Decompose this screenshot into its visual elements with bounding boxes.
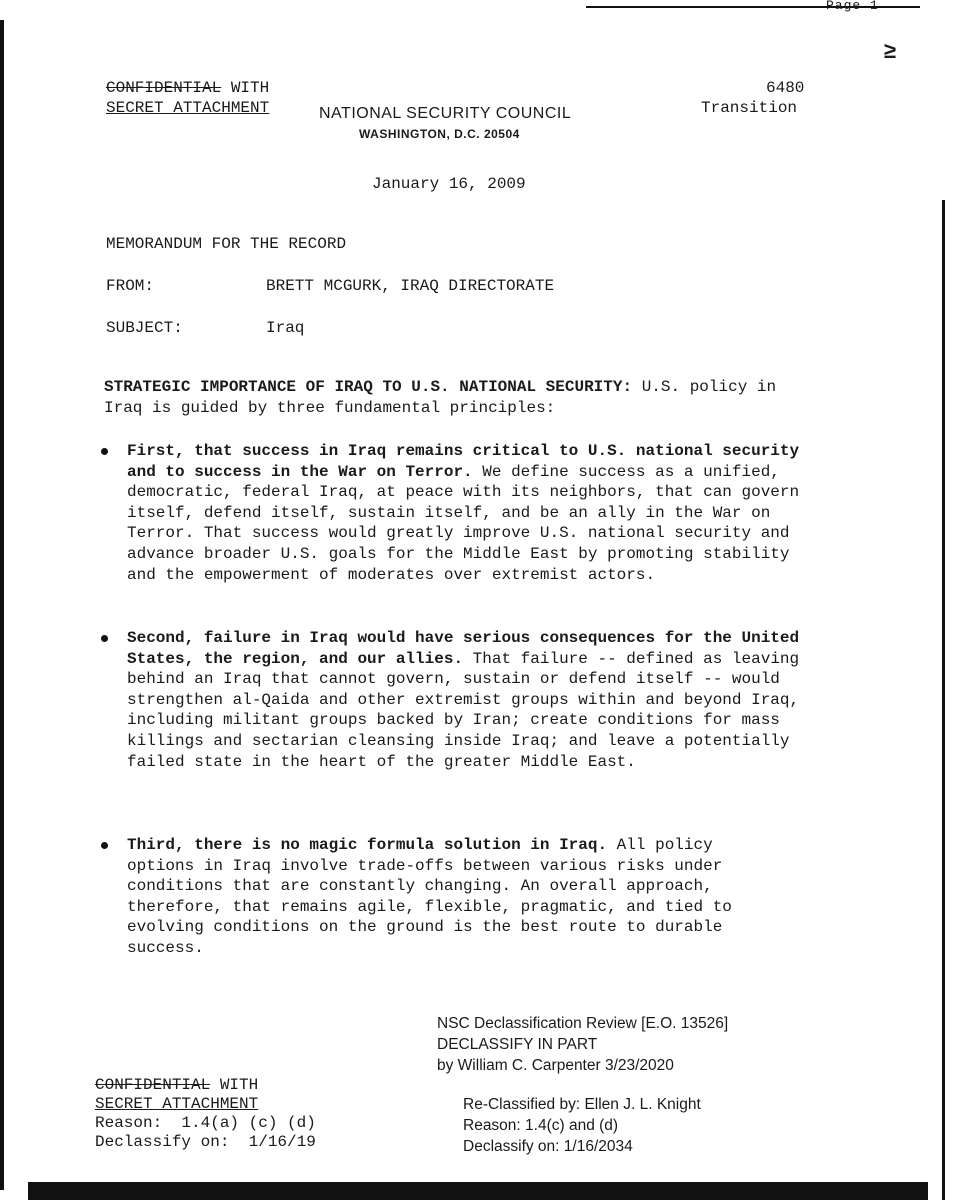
bullet-3-icon	[101, 842, 108, 849]
scan-right-edge	[942, 200, 945, 1200]
classification-struck: CONFIDENTIAL	[106, 79, 222, 97]
org-address: WASHINGTON, D.C. 20504	[359, 127, 520, 141]
memo-type: MEMORANDUM FOR THE RECORD	[106, 235, 347, 253]
doc-number: 6480	[766, 79, 805, 97]
footer-classification-with: WITH	[210, 1076, 259, 1094]
org-name: NATIONAL SECURITY COUNCIL	[319, 105, 572, 122]
footer-reason: Reason: 1.4(a) (c) (d)	[95, 1114, 316, 1132]
subject-label: SUBJECT:	[106, 319, 183, 337]
scan-left-edge	[0, 20, 4, 1190]
principle-2	[127, 628, 807, 772]
memo-date: January 16, 2009	[372, 175, 526, 193]
header-classification	[106, 78, 269, 118]
intro-text: U.S. policy in Iraq is guided by three fundamental principles:	[104, 378, 777, 417]
declass-line-1: NSC Declassification Review [E.O. 13526]	[437, 1015, 729, 1032]
intro-paragraph	[104, 377, 784, 419]
reclassification-block	[463, 1094, 701, 1157]
footer-classification-attachment: SECRET ATTACHMENT	[95, 1095, 259, 1113]
bullet-1-icon	[101, 448, 108, 455]
reclass-reason: Reason: 1.4(c) and (d)	[463, 1117, 619, 1134]
principle-3-bold: Third, there is no magic formula solution in Iraq.	[127, 836, 608, 854]
from-value: BRETT MCGURK, IRAQ DIRECTORATE	[266, 277, 555, 295]
doc-tag: Transition	[701, 99, 798, 117]
reclassified-by: Re-Classified by: Ellen J. L. Knight	[463, 1096, 701, 1113]
declass-line-3: by William C. Carpenter 3/23/2020	[437, 1057, 674, 1074]
principle-2-bold: Second, failure in Iraq would have serious consequences for the United States, the region, and our allies.	[127, 629, 800, 668]
principle-1-text: We define success as a unified, democratic, federal Iraq, at peace with its neighbors, that can govern itself, defend itself, sustain itself, and be an ally in the War on Terror. That success would greatly improve U.S. national security and advance broader U.S. goals for the Middle East by promoting stability and the empowerment of moderates over extremist actors.	[127, 462, 800, 584]
declass-stamp	[437, 1013, 728, 1076]
reclass-declassify-on: Declassify on: 1/16/2034	[463, 1138, 633, 1155]
intro-heading: STRATEGIC IMPORTANCE OF IRAQ TO U.S. NATIONAL SECURITY:	[104, 378, 633, 396]
footer-declassify-on: Declassify on: 1/16/19	[95, 1133, 316, 1151]
principle-3	[127, 835, 777, 959]
scan-bottom-band	[28, 1182, 928, 1200]
page-marker: Page 1	[826, 0, 879, 13]
handwritten-mark: ≥	[884, 38, 897, 63]
footer-classification-struck: CONFIDENTIAL	[95, 1076, 211, 1094]
classification-with: WITH	[221, 79, 270, 97]
principle-1	[127, 441, 807, 585]
principle-1-bold: First, that success in Iraq remains critical to U.S. national security and to success in the War on Terror.	[127, 442, 800, 481]
bullet-2-icon	[101, 635, 108, 642]
principle-2-text: That failure -- defined as leaving behind an Iraq that cannot govern, sustain or defend itself -- would strengthen al-Qaida and other extremist groups within and beyond Iraq, including militant groups backed by Iran; create conditions for mass killings and sectarian cleansing inside Iraq; and leave a potentially failed state in the heart of the greater Middle East.	[127, 649, 800, 771]
declass-line-2: DECLASSIFY IN PART	[437, 1036, 598, 1053]
classification-attachment: SECRET ATTACHMENT	[106, 99, 270, 117]
subject-value: Iraq	[266, 319, 305, 337]
principle-3-text: All policy options in Iraq involve trade-offs between various risks under conditions that are constantly changing. An overall approach, therefore, that remains agile, flexible, pragmatic, and tied to evolving conditions on the ground is the best route to durable success.	[127, 836, 732, 957]
footer-classification	[95, 1076, 316, 1152]
from-label: FROM:	[106, 277, 155, 295]
